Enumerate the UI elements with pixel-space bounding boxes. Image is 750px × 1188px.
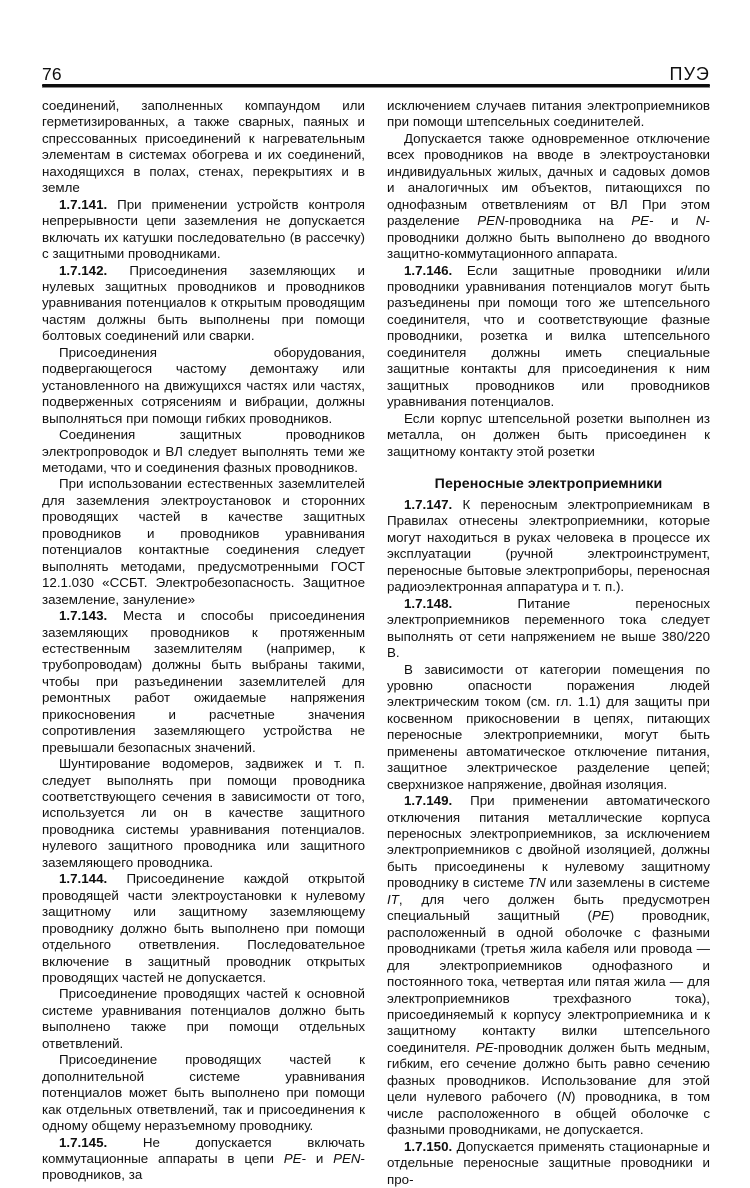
paragraph-text: Присоединение проводящих частей к дополнительной системе уравнивания потенциалов может быть выполнено при помощи как отдельных ответвлений, так и присоединения к одному общему неразъемному проводнику.: [42, 1052, 365, 1134]
italic-term: PE-: [631, 213, 654, 229]
clause-number: 1.7.147.: [404, 496, 453, 512]
header-rule: [42, 84, 710, 87]
paragraph-shunting-water-meters: [42, 756, 365, 871]
paragraph-text: Шунтирование водомеров, задвижек и т. п. следует выполнять при помощи проводника соответствующего сечения в зависимости от того, используется ли он в качестве защитного проводника системы уравнивания потенциалов. нулевого защитного проводника или защитного заземляющего проводника.: [42, 756, 365, 870]
paragraph-wiring-and-overhead-lines: [42, 427, 365, 476]
paragraph-natural-earthing-gost: [42, 476, 365, 608]
body-columns: [42, 98, 710, 1188]
clause-number: 1.7.149.: [404, 793, 453, 809]
paragraph-clause-1-7-144: [42, 871, 365, 986]
italic-term: TN: [527, 875, 546, 891]
paragraph-simultaneous-disconnection: [387, 131, 710, 263]
paragraph-continuation-sealed-joints: [42, 98, 365, 197]
italic-term: PEN: [333, 1151, 361, 1166]
column-right: [387, 98, 710, 1188]
clause-number: 1.7.145.: [59, 1134, 108, 1150]
column-left: [42, 98, 365, 1188]
paragraph-text: Если корпус штепсельной розетки выполнен из металла, он должен быть присоединен к защитному контакту этой розетки: [387, 410, 710, 459]
paragraph-text: исключением случаев питания электроприемников при помощи штепсельных соединителей.: [387, 98, 710, 130]
paragraph-clause-1-7-148: [387, 596, 710, 662]
paragraph-text: Допускается применять стационарные и отдельные переносные защитные проводники и про-: [387, 1138, 710, 1187]
paragraph-text: -проводник должен быть медным, гибким, его сечение должно быть равно сечению фазных проводников. Использование для этой цели нулевого рабочего (: [387, 1039, 710, 1105]
paragraph-text: -проводников, за: [42, 1151, 365, 1183]
clause-number: 1.7.142.: [59, 262, 108, 278]
italic-term: N: [561, 1089, 571, 1105]
italic-term: PE-: [283, 1151, 306, 1166]
italic-term: N: [695, 213, 706, 229]
paragraph-metal-socket-body: [387, 411, 710, 460]
paragraph-text: Не допускается включать коммутационные аппараты в цепи: [42, 1134, 365, 1166]
clause-number: 1.7.141.: [59, 196, 108, 212]
running-head: [42, 50, 710, 84]
paragraph-clause-1-7-146: [387, 263, 710, 411]
paragraph-clause-1-7-145: [42, 1135, 365, 1184]
paragraph-text: ) проводник, расположенный в одной оболочке с фазными проводниками (третья жила кабеля или провода — для электроприемников однофазного и постоянного тока, четвертая или пятая жила — для электроприемников трехфазного тока), присоединяемый к корпусу электроприемника и к защитному контакту вилки штепсельного соединителя.: [387, 908, 711, 1055]
section-heading: Переносные электроприемники: [434, 475, 663, 492]
paragraph-text: При использовании естественных заземлителей для заземления электроустановок и сторонних проводящих частей в качестве защитных проводников и проводников уравнивания потенциалов контактные соединения следует выполнять методами, предусмотренными ГОСТ 12.1.030 «ССБТ. Электробезопасность. Защитное заземление, зануление»: [42, 476, 365, 607]
paragraph-clause-1-7-147: [387, 497, 710, 596]
running-head-title: ПУЭ: [669, 64, 710, 84]
paragraph-clause-1-7-150: [387, 1139, 710, 1188]
paragraph-text: , для чего должен быть предусмотрен специальный защитный (: [387, 891, 710, 924]
paragraph-continuation-plug-connectors: [387, 98, 710, 131]
italic-term: PE: [591, 908, 610, 924]
paragraph-text: В зависимости от категории помещения по уровню опасности поражения людей электрическим током (см. гл. 1.1) для защиты при косвенном прикосновении в цепях, питающих переносные электроприемники, могут быть применены автоматическое отключение питания, защитное электрическое разделение цепей; сверхнизкое напряжение, двойная изоляция.: [387, 661, 710, 792]
paragraph-clause-1-7-142: [42, 263, 365, 345]
paragraph-text: Допускается также одновременное отключение всех проводников на вводе в электроустановки индивидуальных жилых, дачных и садовых домов и аналогичных им объектов, питающихся по однофазным ответвлениям от ВЛ При этом разделение: [387, 130, 710, 229]
paragraph-text: Присоединения оборудования, подвергающегося частому демонтажу или установленного на движущихся частях или частях, подверженных сотрясениям и вибрации, должны выполняться при помощи гибких проводников.: [42, 344, 365, 426]
paragraph-clause-1-7-141: [42, 197, 365, 263]
paragraph-text: При применении устройств контроля непрерывности цепи заземления не допускается включать их катушки последовательно (в рассечку) с защитными проводниками.: [42, 196, 365, 262]
clause-number: 1.7.150.: [404, 1138, 453, 1154]
paragraph-main-equipotential-bonding: [42, 986, 365, 1052]
clause-number: 1.7.148.: [404, 595, 453, 611]
paragraph-text: Присоединение каждой открытой проводящей части электроустановки к нулевому защитному или защитному заземляющему проводнику должно быть выполнено при помощи отдельного ответвления. Последовательное включение в защитный проводник открытых проводящих частей не допускается.: [42, 871, 365, 986]
paragraph-supplementary-equipotential-bonding: [42, 1052, 365, 1134]
paragraph-text: или заземлены в системе: [545, 875, 710, 891]
clause-number: 1.7.144.: [59, 871, 108, 887]
paragraph-text: -проводники должно быть выполнено до вводного защитно-коммутационного аппарата.: [387, 213, 710, 262]
paragraph-text: Соединения защитных проводников электропроводок и ВЛ следует выполнять теми же методами, что и соединения фазных проводников.: [42, 427, 365, 475]
paragraph-text: и: [653, 213, 696, 229]
paragraph-text: Питание переносных электроприемников переменного тока следует выполнять от сети напряжением не выше 380/220 В.: [387, 595, 711, 661]
paragraph-equipment-frequent-dismantling: [42, 345, 365, 427]
paragraph-text: К переносным электроприемникам в Правилах отнесены электроприемники, которые могут находиться в руках человека в процессе их эксплуатации (ручной электроинструмент, переносные бытовые электроприборы, переносная радиоэлектронная аппаратура и т. п.).: [387, 496, 711, 595]
paragraph-room-category-protection: [387, 662, 710, 794]
page-number: 76: [42, 63, 62, 84]
paragraph-text: Места и способы присоединения заземляющих проводников к протяженным естественным заземлителям (например, к трубопроводам) должны быть выбраны такими, чтобы при разъединении заземлителей для ремонтных работ ожидаемые напряжения прикосновения и расчетные значения сопротивления заземляющего устройства не превышали безопасных значений.: [42, 608, 365, 755]
paragraph-text: ) проводника, в том числе расположенного в общей оболочке с фазными проводниками, не допускается.: [387, 1089, 710, 1138]
paragraph-text: и: [306, 1151, 334, 1166]
italic-term: IT: [387, 891, 399, 907]
clause-number: 1.7.143.: [59, 608, 108, 624]
paragraph-text: Присоединения заземляющих и нулевых защитных проводников и проводников уравнивания потенциалов к открытым проводящим частям должны быть выполнены при помощи болтовых соединений или сварки.: [42, 262, 365, 344]
paragraph-text: соединений, заполненных компаундом или герметизированных, а также сварных, паяных и спрессованных присоединений к нагревательным элементам в системах обогрева и их соединений, находящихся в полах, стенах, перекрытиях и в земле: [42, 98, 365, 196]
paragraph-clause-1-7-149: [387, 793, 710, 1139]
paragraph-text: Если защитные проводники и/или проводники уравнивания потенциалов могут быть разъединены при помощи того же штепсельного соединителя, что и соответствующие фазные проводники, розетка и вилка штепсельного соединителя должны иметь специальные защитные контакты для присоединения к ним защитных проводников или проводников уравнивания потенциалов.: [387, 262, 710, 410]
paragraph-text: -проводника на: [504, 213, 632, 229]
clause-number: 1.7.146.: [404, 262, 453, 278]
italic-term: PEN: [477, 213, 505, 229]
italic-term: PE: [475, 1039, 494, 1055]
paragraph-text: При применении автоматического отключения питания металлические корпуса переносных электроприемников, за исключением электроприемников с двойной изоляцией, должны быть присоединены к нулевому защитному проводнику в системе: [387, 793, 710, 891]
paragraph-clause-1-7-143: [42, 608, 365, 756]
paragraph-text: Присоединение проводящих частей к основной системе уравнивания потенциалов должно быть выполнено также при помощи отдельных ответвлений.: [42, 986, 365, 1051]
